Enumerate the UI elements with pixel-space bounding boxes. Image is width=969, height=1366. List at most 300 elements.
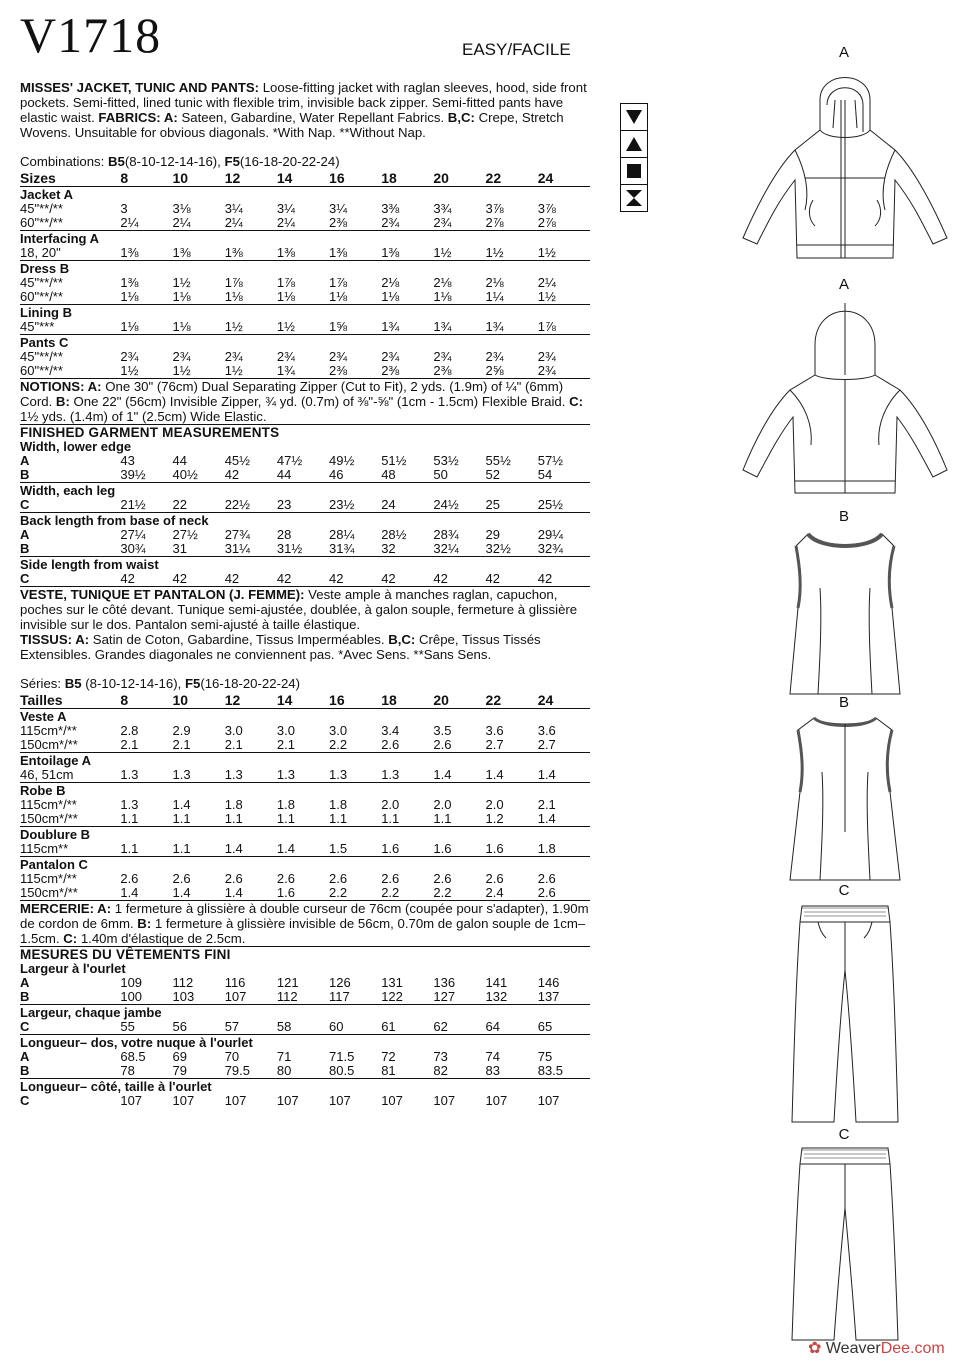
- table-cell: 44: [276, 467, 292, 482]
- section-row: [20, 1035, 590, 1051]
- table-cell: 3: [120, 201, 128, 216]
- size-header-cell: 16: [329, 691, 381, 709]
- table-cell: 49½: [329, 453, 355, 468]
- table-cell: 2.6: [120, 871, 139, 886]
- pattern-number: V1718: [20, 7, 162, 63]
- table-cell: 81: [381, 1063, 396, 1078]
- table-cell: 2.0: [381, 797, 400, 812]
- table-cell: 117: [329, 989, 350, 1004]
- table-cell: 121: [276, 975, 299, 990]
- size-header-cell: 10: [173, 169, 225, 187]
- table-cell: 1.2: [485, 811, 504, 826]
- table-cell: 1.3: [120, 797, 139, 812]
- section-label: Jacket A: [20, 187, 590, 203]
- table-cell: 1¾: [381, 319, 400, 334]
- table-cell: 1⅜: [381, 245, 400, 260]
- table-cell: 80: [276, 1063, 292, 1078]
- table-row: [20, 1050, 590, 1064]
- table-cell: 47½: [276, 453, 303, 468]
- table-cell: 1.1: [120, 811, 139, 826]
- section-row: [20, 513, 590, 529]
- table-cell: 1.4: [172, 797, 191, 812]
- table-cell: 1.1: [120, 841, 139, 856]
- table-cell: 2⅝: [485, 363, 504, 378]
- table-cell: 2.2: [329, 737, 348, 752]
- hourglass-icon: [621, 185, 647, 211]
- table-cell: 73: [433, 1049, 448, 1064]
- table-cell: 28¾: [433, 527, 459, 542]
- table-cell: 50: [433, 467, 448, 482]
- table-cell: 46: [329, 467, 344, 482]
- section-label: Dress B: [20, 261, 590, 277]
- table-cell: 2.6: [172, 871, 191, 886]
- table-cell: 2⅞: [485, 215, 504, 230]
- table-cell: 1.4: [485, 767, 504, 782]
- view-label-b-front: B: [838, 508, 849, 525]
- table-cell: 2¼: [120, 215, 139, 230]
- section-label: Width, each leg: [20, 483, 590, 499]
- row-label: 115cm*/**: [20, 797, 77, 812]
- table-cell: 83: [485, 1063, 501, 1078]
- table-cell: 2⅜: [329, 215, 348, 230]
- section-row: [20, 187, 590, 203]
- pants-front-illustration: [790, 900, 900, 1128]
- table-cell: 2.9: [172, 723, 191, 738]
- table-cell: 2¾: [433, 215, 452, 230]
- table-cell: 1.6: [485, 841, 504, 856]
- table-row: [20, 842, 590, 857]
- table-cell: 72: [381, 1049, 396, 1064]
- table-cell: 146: [537, 975, 560, 990]
- table-cell: 2.7: [537, 737, 556, 752]
- table-cell: 3¼: [224, 201, 243, 216]
- table-cell: 3.0: [276, 723, 295, 738]
- table-cell: 22: [172, 497, 187, 512]
- section-label: Longueur– dos, votre nuque à l'ourlet: [20, 1035, 590, 1051]
- table-cell: 1.4: [224, 841, 243, 856]
- section-label: Pantalon C: [20, 857, 590, 873]
- table-cell: 107: [433, 1093, 456, 1108]
- row-label: 45"**/**: [20, 349, 63, 364]
- sizes-header-row: [20, 691, 590, 709]
- table-cell: 42: [120, 571, 135, 586]
- row-label: C: [20, 571, 30, 586]
- section-label: Doublure B: [20, 827, 590, 843]
- table-cell: 82: [433, 1063, 448, 1078]
- table-cell: 43: [120, 453, 135, 468]
- table-cell: 2¾: [120, 349, 139, 364]
- table-row: [20, 364, 590, 378]
- table-cell: 1⅛: [329, 289, 348, 304]
- table-cell: 28¼: [329, 527, 355, 542]
- table-cell: 1½: [485, 245, 504, 260]
- table-cell: 31¾: [329, 541, 355, 556]
- table-cell: 1⅛: [172, 289, 191, 304]
- table-cell: 3.6: [485, 723, 504, 738]
- table-row: [20, 572, 590, 586]
- en-combinations: Combinations: B5(8-10-12-14-16), F5(16-18-20-22-24): [20, 154, 340, 169]
- table-cell: 1⅜: [120, 275, 139, 290]
- table-cell: 2.6: [433, 871, 452, 886]
- table-cell: 1.3: [120, 767, 139, 782]
- table-cell: 1.1: [276, 811, 295, 826]
- table-cell: 28½: [381, 527, 407, 542]
- size-header-cell: 8: [120, 691, 172, 709]
- row-label: 46, 51cm: [20, 767, 74, 782]
- table-cell: 42: [537, 571, 553, 586]
- table-cell: 23: [276, 497, 292, 512]
- table-cell: 1.1: [172, 811, 191, 826]
- section-label: Largeur, chaque jambe: [20, 1005, 590, 1021]
- size-header-cell: 14: [277, 691, 329, 709]
- table-cell: 55½: [485, 453, 511, 468]
- jacket-front-illustration: [735, 60, 955, 280]
- table-cell: 1.8: [224, 797, 243, 812]
- size-header-cell: 18: [381, 169, 433, 187]
- table-cell: 2.1: [172, 737, 191, 752]
- section-row: [20, 753, 590, 769]
- table-cell: 136: [433, 975, 456, 990]
- table-cell: 1.1: [433, 811, 452, 826]
- pants-back-illustration: [790, 1142, 900, 1342]
- table-cell: 2.0: [433, 797, 452, 812]
- table-cell: 61: [381, 1019, 396, 1034]
- table-cell: 23½: [329, 497, 355, 512]
- table-cell: 71: [276, 1049, 292, 1064]
- table-cell: 2⅞: [537, 215, 556, 230]
- watermark: ✿ WeaverDee.com: [808, 1340, 945, 1357]
- table-cell: 3.0: [329, 723, 348, 738]
- table-cell: 3⅜: [381, 201, 400, 216]
- table-cell: 100: [120, 989, 143, 1004]
- size-header-cell: 24: [538, 691, 590, 709]
- table-cell: 2.0: [485, 797, 504, 812]
- tunic-front-illustration: [780, 528, 910, 698]
- table-cell: 74: [485, 1049, 501, 1064]
- triangle-down-icon: [621, 104, 647, 131]
- table-cell: 22½: [224, 497, 250, 512]
- table-cell: 1.4: [172, 885, 191, 900]
- table-cell: 1⅜: [329, 245, 348, 260]
- size-header-cell: 16: [329, 169, 381, 187]
- table-cell: 28: [276, 527, 292, 542]
- section-row: [20, 557, 590, 573]
- table-cell: 44: [172, 453, 187, 468]
- table-cell: 27½: [172, 527, 198, 542]
- table-cell: 107: [120, 1093, 143, 1108]
- difficulty-label: EASY/FACILE: [462, 40, 571, 59]
- table-cell: 1⅛: [433, 289, 452, 304]
- table-cell: 3¼: [329, 201, 348, 216]
- table-cell: 2.2: [433, 885, 452, 900]
- table-cell: 1¾: [433, 319, 452, 334]
- table-cell: 3.4: [381, 723, 400, 738]
- table-cell: 1½: [537, 289, 556, 304]
- table-cell: 2.2: [381, 885, 400, 900]
- table-cell: 75: [537, 1049, 553, 1064]
- table-cell: 1.4: [433, 767, 452, 782]
- size-header-cell: 20: [433, 691, 485, 709]
- table-cell: 1.4: [537, 811, 556, 826]
- table-row: [20, 1064, 590, 1079]
- row-label: A: [20, 1049, 30, 1064]
- table-cell: 2⅜: [329, 363, 348, 378]
- section-label: Pants C: [20, 335, 590, 351]
- row-label: 150cm*/**: [20, 737, 78, 752]
- section-label: Interfacing A: [20, 231, 590, 247]
- table-cell: 32¼: [433, 541, 459, 556]
- table-cell: 1.5: [329, 841, 348, 856]
- en-description: MISSES' JACKET, TUNIC AND PANTS: Loose-fitting jacket with raglan sleeves, hood, side front pockets. Semi-fitted, lined tunic with flexible trim, invisible back zipper. Semi-fitted pants have elastic waist. FABRICS: A: Sateen, Gabardine, Water Repellant Fabrics. B,C: Crepe, Stretch Wovens. Unsuitable for obvious diagonals. *With Nap. **Without Nap.: [20, 80, 587, 140]
- table-cell: 42: [224, 467, 240, 482]
- table-row: [20, 246, 590, 261]
- table-row: [20, 528, 590, 542]
- table-cell: 1.6: [381, 841, 400, 856]
- row-label: C: [20, 497, 30, 512]
- table-row: [20, 768, 590, 783]
- table-row: [20, 498, 590, 513]
- table-cell: 107: [276, 1093, 299, 1108]
- table-cell: 2¾: [329, 349, 348, 364]
- table-row: [20, 724, 590, 738]
- view-label-b-back: B: [838, 694, 849, 711]
- table-row: [20, 1094, 590, 1108]
- table-cell: 53½: [433, 453, 459, 468]
- table-cell: 1.4: [537, 767, 556, 782]
- row-label: 18, 20": [20, 245, 61, 260]
- table-cell: 2¼: [537, 275, 556, 290]
- size-header-cell: 10: [173, 691, 225, 709]
- table-cell: 32¾: [537, 541, 564, 556]
- row-label: 115cm**: [20, 841, 69, 856]
- fr-combinations: Séries: B5 (8-10-12-14-16), F5(16-18-20-22-24): [20, 676, 301, 691]
- table-cell: 3¼: [276, 201, 295, 216]
- table-cell: 2.6: [381, 737, 400, 752]
- table-cell: 2.6: [433, 737, 452, 752]
- size-header-cell: 8: [120, 169, 172, 187]
- table-cell: 107: [537, 1093, 560, 1108]
- size-header-cell: 14: [277, 169, 329, 187]
- section-row: [20, 261, 590, 277]
- table-cell: 32½: [485, 541, 511, 556]
- table-cell: 2.1: [276, 737, 295, 752]
- table-cell: 58: [276, 1019, 292, 1034]
- table-cell: 122: [381, 989, 403, 1004]
- row-label: 45"***: [20, 319, 55, 334]
- table-row: [20, 738, 590, 753]
- table-cell: 2.6: [485, 871, 504, 886]
- table-row: [20, 216, 590, 231]
- table-cell: 107: [485, 1093, 508, 1108]
- table-row: [20, 454, 590, 468]
- section-row: [20, 335, 590, 351]
- table-cell: 137: [537, 989, 560, 1004]
- jacket-back-illustration: [735, 295, 955, 505]
- section-row: [20, 1005, 590, 1021]
- row-label: C: [20, 1093, 30, 1108]
- table-cell: 1.8: [276, 797, 295, 812]
- table-cell: 1⅜: [120, 245, 139, 260]
- table-cell: 3.5: [433, 723, 452, 738]
- table-cell: 42: [276, 571, 292, 586]
- table-cell: 2¾: [381, 349, 400, 364]
- table-cell: 42: [224, 571, 240, 586]
- table-row: [20, 886, 590, 900]
- table-cell: 1½: [172, 363, 191, 378]
- table-cell: 1.6: [433, 841, 452, 856]
- table-row: [20, 320, 590, 335]
- table-cell: 2.7: [485, 737, 504, 752]
- row-label: 115cm*/**: [20, 871, 77, 886]
- table-cell: 2.1: [224, 737, 243, 752]
- table-cell: 42: [485, 571, 501, 586]
- table-row: [20, 468, 590, 483]
- table-cell: 39½: [120, 467, 146, 482]
- table-cell: 1⅜: [276, 245, 295, 260]
- table-cell: 62: [433, 1019, 448, 1034]
- row-label: 150cm*/**: [20, 885, 78, 900]
- table-cell: 1⅜: [172, 245, 191, 260]
- table-cell: 127: [433, 989, 456, 1004]
- table-cell: 42: [381, 571, 396, 586]
- table-cell: 65: [537, 1019, 553, 1034]
- row-label: 150cm*/**: [20, 811, 78, 826]
- square-icon: [621, 158, 647, 185]
- table-cell: 2.6: [381, 871, 400, 886]
- table-cell: 1.4: [276, 841, 295, 856]
- section-row: [20, 827, 590, 843]
- table-cell: 60: [329, 1019, 344, 1034]
- table-cell: 3⅛: [172, 201, 191, 216]
- table-cell: 2.6: [329, 871, 348, 886]
- table-cell: 29¼: [537, 527, 564, 542]
- row-label: B: [20, 541, 30, 556]
- table-cell: 1.1: [172, 841, 191, 856]
- table-cell: 42: [172, 571, 187, 586]
- size-header-cell: 24: [538, 169, 590, 187]
- table-row: [20, 276, 590, 290]
- en-notions: NOTIONS: A: One 30" (76cm) Dual Separating Zipper (Cut to Fit), 2 yds. (1.9m) of ¼" (6mm) Cord. B: One 22" (56cm) Invisible Zipper, ¾ yd. (0.7m) of ⅜"-⅝" (1cm - 1.5cm) Flexible Braid. C: 1½ yds. (1.4m) of 1" (2.5cm) Wide Elastic.: [20, 379, 583, 424]
- table-cell: 71.5: [329, 1049, 355, 1064]
- table-cell: 2¼: [172, 215, 191, 230]
- table-cell: 3.6: [537, 723, 556, 738]
- table-cell: 1⅛: [381, 289, 400, 304]
- table-cell: 109: [120, 975, 143, 990]
- table-cell: 83.5: [537, 1063, 564, 1078]
- table-cell: 2.6: [537, 871, 556, 886]
- table-cell: 1.3: [381, 767, 400, 782]
- table-cell: 107: [224, 1093, 247, 1108]
- table-cell: 116: [224, 975, 246, 990]
- table-cell: 1¾: [276, 363, 295, 378]
- table-cell: 64: [485, 1019, 501, 1034]
- table-cell: 27¼: [120, 527, 146, 542]
- table-cell: 2.4: [485, 885, 504, 900]
- table-cell: 1⅞: [537, 319, 556, 334]
- table-cell: 1½: [276, 319, 295, 334]
- table-cell: 56: [172, 1019, 187, 1034]
- table-row: [20, 990, 590, 1005]
- table-cell: 1.3: [329, 767, 348, 782]
- table-cell: 31: [172, 541, 187, 556]
- table-cell: 1⅞: [329, 275, 348, 290]
- table-cell: 54: [537, 467, 553, 482]
- table-cell: 1.8: [537, 841, 556, 856]
- table-cell: 25: [485, 497, 501, 512]
- table-cell: 1½: [224, 319, 243, 334]
- table-cell: 2.6: [224, 871, 243, 886]
- table-cell: 80.5: [329, 1063, 355, 1078]
- table-cell: 42: [329, 571, 344, 586]
- table-cell: 2.1: [537, 797, 556, 812]
- table-cell: 27¾: [224, 527, 250, 542]
- section-row: [20, 440, 590, 454]
- triangle-up-icon: [621, 131, 647, 158]
- table-cell: 3⅞: [537, 201, 556, 216]
- section-label: Veste A: [20, 709, 590, 725]
- table-cell: 29: [485, 527, 501, 542]
- view-label-c-front: C: [838, 882, 850, 899]
- table-cell: 2¼: [276, 215, 295, 230]
- size-header-cell: 12: [225, 169, 277, 187]
- section-label: Lining B: [20, 305, 590, 321]
- table-cell: 1.3: [172, 767, 191, 782]
- table-cell: 1½: [172, 275, 191, 290]
- table-row: [20, 542, 590, 557]
- view-label-c-back: C: [838, 1126, 850, 1143]
- table-row: [20, 798, 590, 812]
- table-row: [20, 872, 590, 886]
- size-header-cell: 22: [486, 691, 538, 709]
- section-row: [20, 231, 590, 247]
- table-cell: 2¾: [433, 349, 452, 364]
- fr-finished-title: MESURES DU VÊTEMENTS FINI: [20, 947, 231, 962]
- table-cell: 79: [172, 1063, 187, 1078]
- table-cell: 31½: [276, 541, 303, 556]
- table-cell: 1¼: [485, 289, 504, 304]
- table-cell: 1.1: [224, 811, 243, 826]
- table-cell: 2¾: [224, 349, 243, 364]
- table-cell: 1¾: [485, 319, 504, 334]
- table-cell: 2.6: [537, 885, 556, 900]
- table-cell: 2.6: [276, 871, 295, 886]
- table-cell: 1⅛: [276, 289, 295, 304]
- table-cell: 21½: [120, 497, 146, 512]
- table-cell: 55: [120, 1019, 135, 1034]
- row-label: 60"**/**: [20, 215, 63, 230]
- section-row: [20, 783, 590, 799]
- fr-notions: MERCERIE: A: 1 fermeture à glissière à double curseur de 76cm (coupée pour s'adapter), 1.90m de cordon de 6mm. B: 1 fermeture à glissière invisible de 56cm, 0.70m de galon souple de 1cm–1.5cm. C: 1.40m d'élastique de 2.5cm.: [20, 901, 589, 946]
- table-cell: 68.5: [120, 1049, 146, 1064]
- table-cell: 1½: [120, 363, 139, 378]
- table-cell: 1½: [224, 363, 243, 378]
- table-cell: 2.8: [120, 723, 139, 738]
- table-cell: 1.6: [276, 885, 295, 900]
- table-cell: 69: [172, 1049, 187, 1064]
- fr-description: VESTE, TUNIQUE ET PANTALON (J. FEMME): Veste ample à manches raglan, capuchon, poches sur le côté devant. Tunique semi-ajustée, doublée, à galon souple, fermeture à glissière invisible sur le dos. Pantalon semi-ajusté à taille élastique. TISSUS: A: Satin de Coton, Gabardine, Tissus Imperméables. B,C: Crêpe, Tissus Tissés Extensibles. Grandes diagonales ne conviennent pas. *Avec Sens. **Sans Sens.: [20, 587, 578, 662]
- table-cell: 107: [224, 989, 247, 1004]
- section-label: Side length from waist: [20, 557, 590, 573]
- table-row: [20, 350, 590, 364]
- table-cell: 112: [276, 989, 298, 1004]
- table-cell: 1.4: [224, 885, 243, 900]
- table-cell: 70: [224, 1049, 240, 1064]
- section-label: Largeur à l'ourlet: [20, 961, 126, 976]
- table-cell: 51½: [381, 453, 407, 468]
- row-label: A: [20, 453, 30, 468]
- table-cell: 1.4: [120, 885, 139, 900]
- table-cell: 1⅛: [224, 289, 243, 304]
